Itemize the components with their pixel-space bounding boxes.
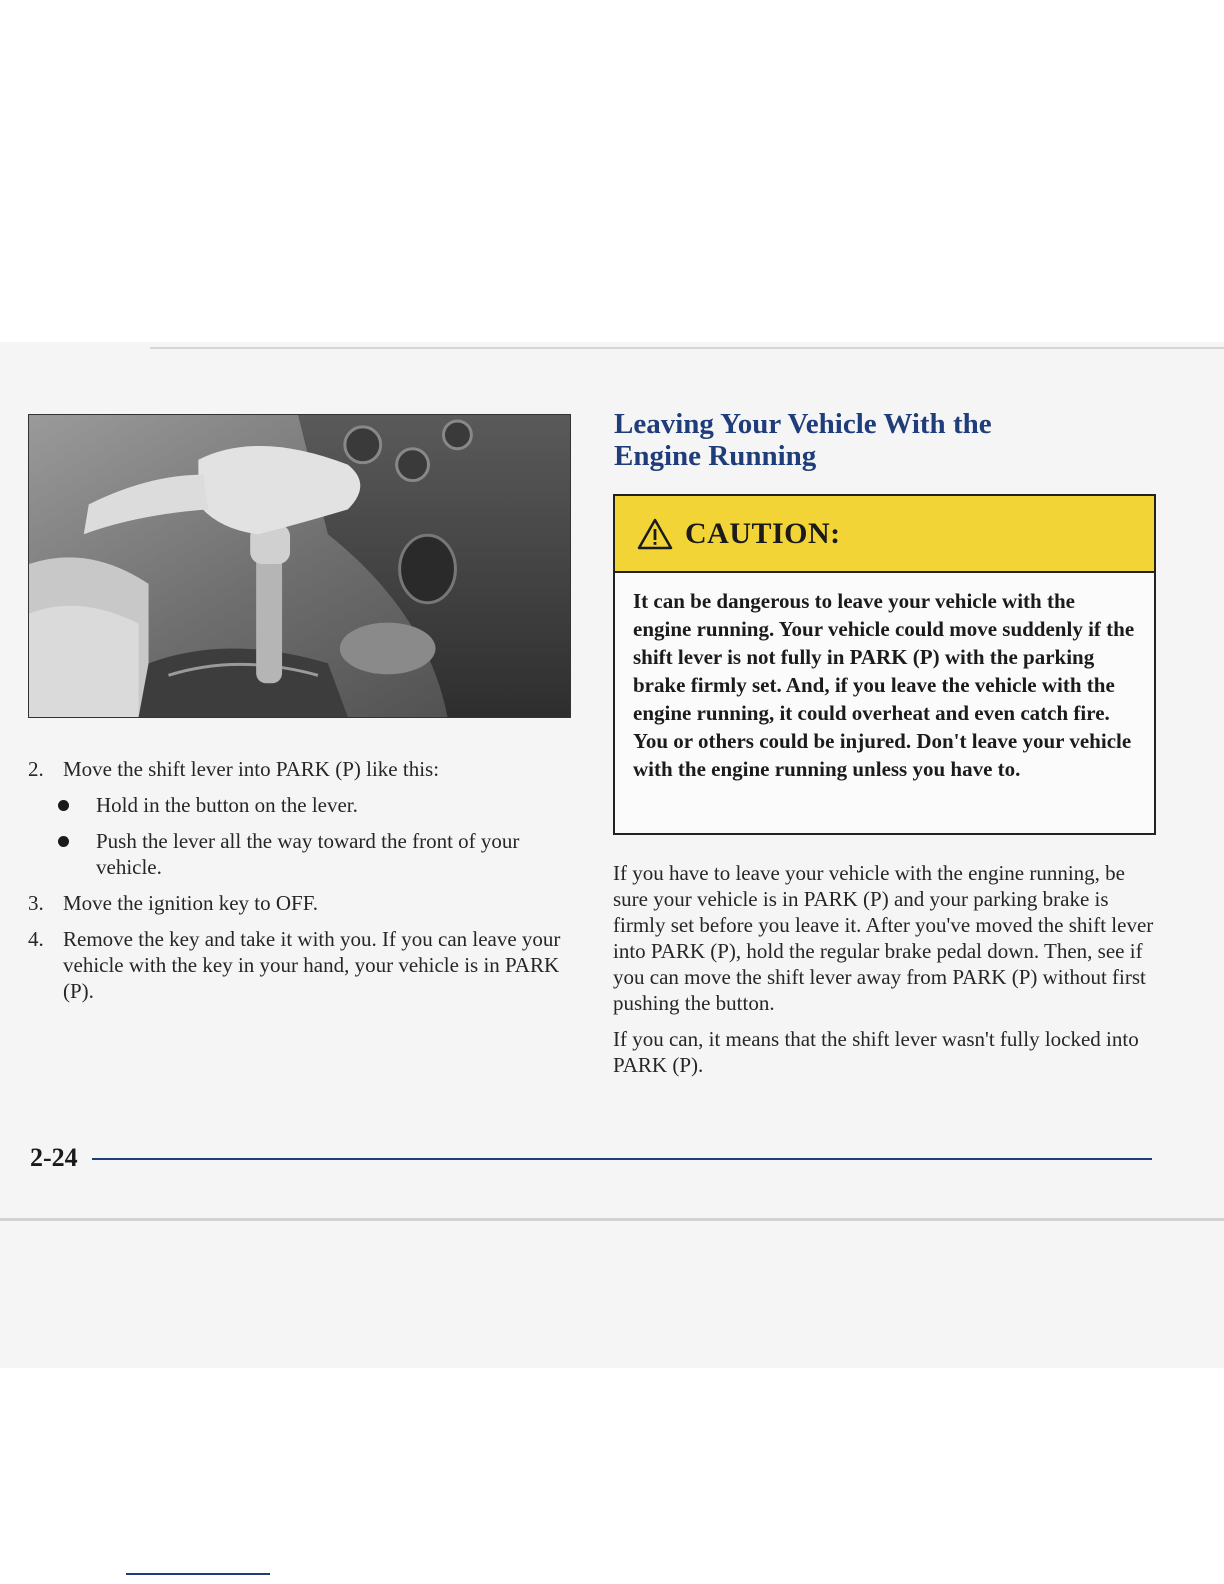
paragraph: If you have to leave your vehicle with the engine running, be sure your vehicle is in PARK (P) and your parking brake is firmly set before you leave it. After you've moved the shift lever into PARK (P), hold the regular brake pedal down. Then, see if you can move the shift lever away from PARK (P) without first pushing the button. [613,861,1154,1015]
bullet-item [28,828,573,880]
step-text: Move the ignition key to OFF. [63,891,318,915]
step-3 [28,890,573,916]
caution-header [615,496,1154,573]
instructions-left-column [28,756,573,1014]
caution-box [613,494,1156,835]
caution-title: CAUTION: [685,516,841,550]
step-text: Move the shift lever into PARK (P) like this: [63,757,440,781]
shift-lever-illustration [29,415,570,717]
bullet-text: Hold in the button on the lever. [96,793,358,817]
shift-lever-photo [28,414,571,718]
step-number: 3. [28,891,44,915]
bullet-text: Push the lever all the way toward the front of your vehicle. [96,829,520,879]
bottom-rule [0,1218,1224,1221]
paragraph: If you can, it means that the shift lever wasn't fully locked into PARK (P). [613,1027,1139,1077]
step-4 [28,926,573,1004]
step-number: 2. [28,757,44,781]
bullet-item [28,792,573,818]
step-2 [28,756,573,782]
bullet-dot-icon [58,836,69,847]
page-number: 2-24 [30,1143,78,1172]
heading-line-2: Engine Running [614,440,817,472]
section-heading [614,408,1174,472]
caution-text: It can be dangerous to leave your vehicle with the engine running. Your vehicle could move suddenly if the shift lever is not fully in PARK (P) with the parking brake firmly set. And, if you leave the vehicle with the engine running, it could overheat and even catch fire. You or others could be injured. Don't leave your vehicle with the engine running unless you have to. [633,589,1135,781]
warning-triangle-icon [637,518,673,550]
step-number: 4. [28,927,44,951]
footer-rule [92,1158,1152,1160]
bullet-dot-icon [58,800,69,811]
heading-line-1: Leaving Your Vehicle With the [614,408,992,440]
instructions-right-column [613,860,1158,1088]
step-text: Remove the key and take it with you. If you can leave your vehicle with the key in your hand, your vehicle is in PARK (P). [63,927,561,1003]
top-rule [150,347,1224,349]
bottom-mark [126,1573,270,1575]
